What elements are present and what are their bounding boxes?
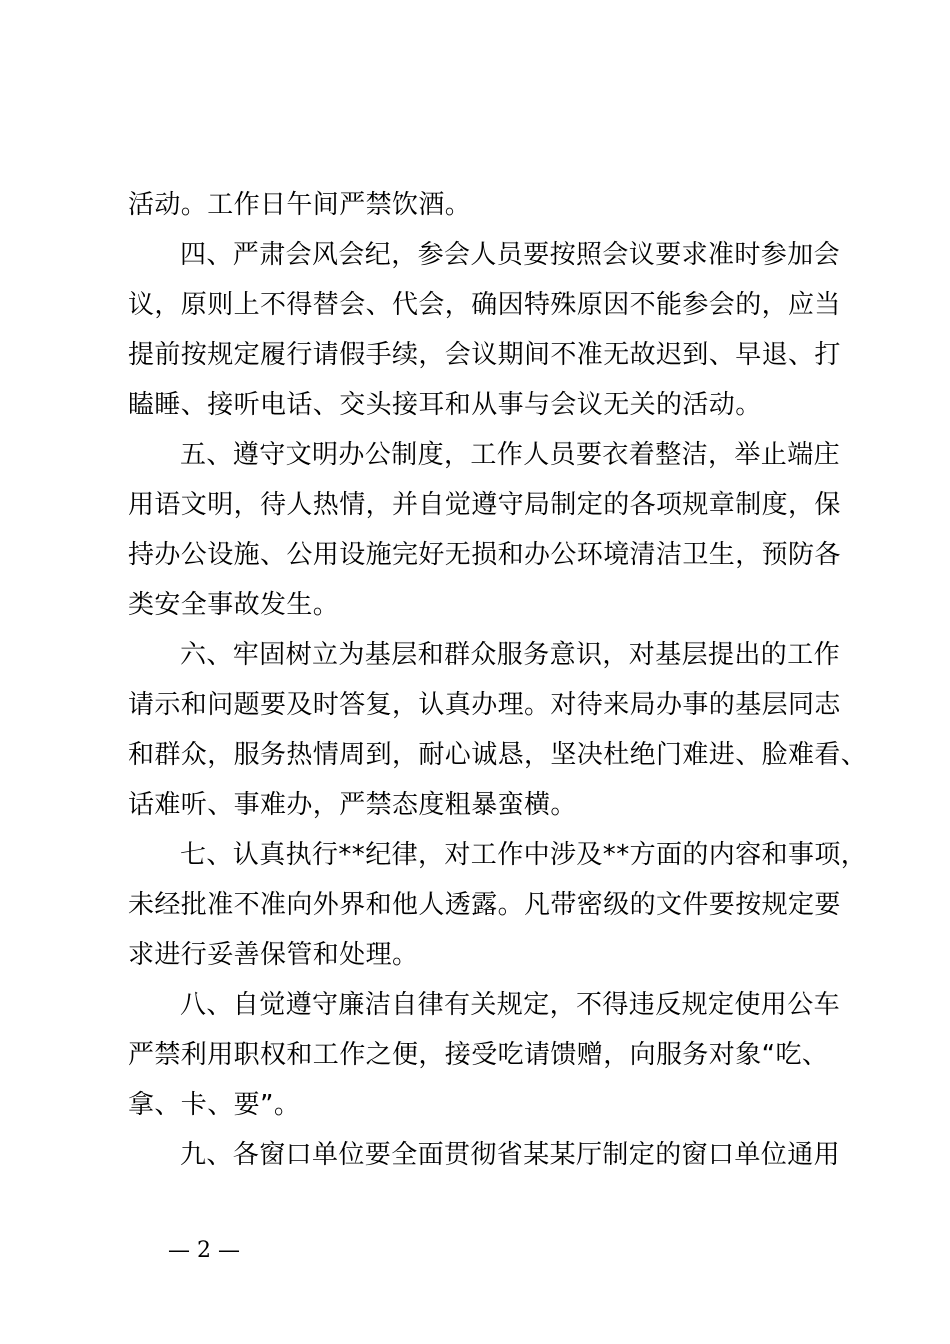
text-line: 拿、卡、要”。 <box>128 1090 301 1120</box>
text-line: 用语文明，待人热情，并自觉遵守局制定的各项规章制度，保 <box>128 490 841 520</box>
text-line: 类安全事故发生。 <box>128 590 340 620</box>
text-line: 四、严肃会风会纪，参会人员要按照会议要求准时参加会 <box>180 240 841 270</box>
text-line: 七、认真执行**纪律，对工作中涉及**方面的内容和事项， <box>180 840 868 870</box>
text-line: 提前按规定履行请假手续，会议期间不准无故迟到、早退、打 <box>128 340 841 370</box>
text-line: 和群众，服务热情周到，耐心诚恳，坚决杜绝门难进、脸难看、 <box>128 740 868 770</box>
text-line: 请示和问题要及时答复，认真办理。对待来局办事的基层同志 <box>128 690 841 720</box>
text-line: 六、牢固树立为基层和群众服务意识，对基层提出的工作 <box>180 640 841 670</box>
page-number: — 2 — <box>168 1238 240 1263</box>
text-line: 持办公设施、公用设施完好无损和办公环境清洁卫生，预防各 <box>128 540 841 570</box>
text-line: 八、自觉遵守廉洁自律有关规定，不得违反规定使用公车 <box>180 990 841 1020</box>
text-line: 活动。工作日午间严禁饮酒。 <box>128 190 472 220</box>
text-line: 瞌睡、接听电话、交头接耳和从事与会议无关的活动。 <box>128 390 762 420</box>
text-line: 五、遵守文明办公制度，工作人员要衣着整洁，举止端庄 <box>180 440 841 470</box>
text-line: 求进行妥善保管和处理。 <box>128 940 419 970</box>
text-line: 九、各窗口单位要全面贯彻省某某厅制定的窗口单位通用 <box>180 1140 841 1170</box>
text-line: 未经批准不准向外界和他人透露。凡带密级的文件要按规定要 <box>128 890 841 920</box>
text-line: 话难听、事难办，严禁态度粗暴蛮横。 <box>128 790 577 820</box>
text-line: 议，原则上不得替会、代会，确因特殊原因不能参会的，应当 <box>128 290 841 320</box>
text-line: 严禁利用职权和工作之便，接受吃请馈赠，向服务对象“吃、 <box>128 1040 829 1070</box>
